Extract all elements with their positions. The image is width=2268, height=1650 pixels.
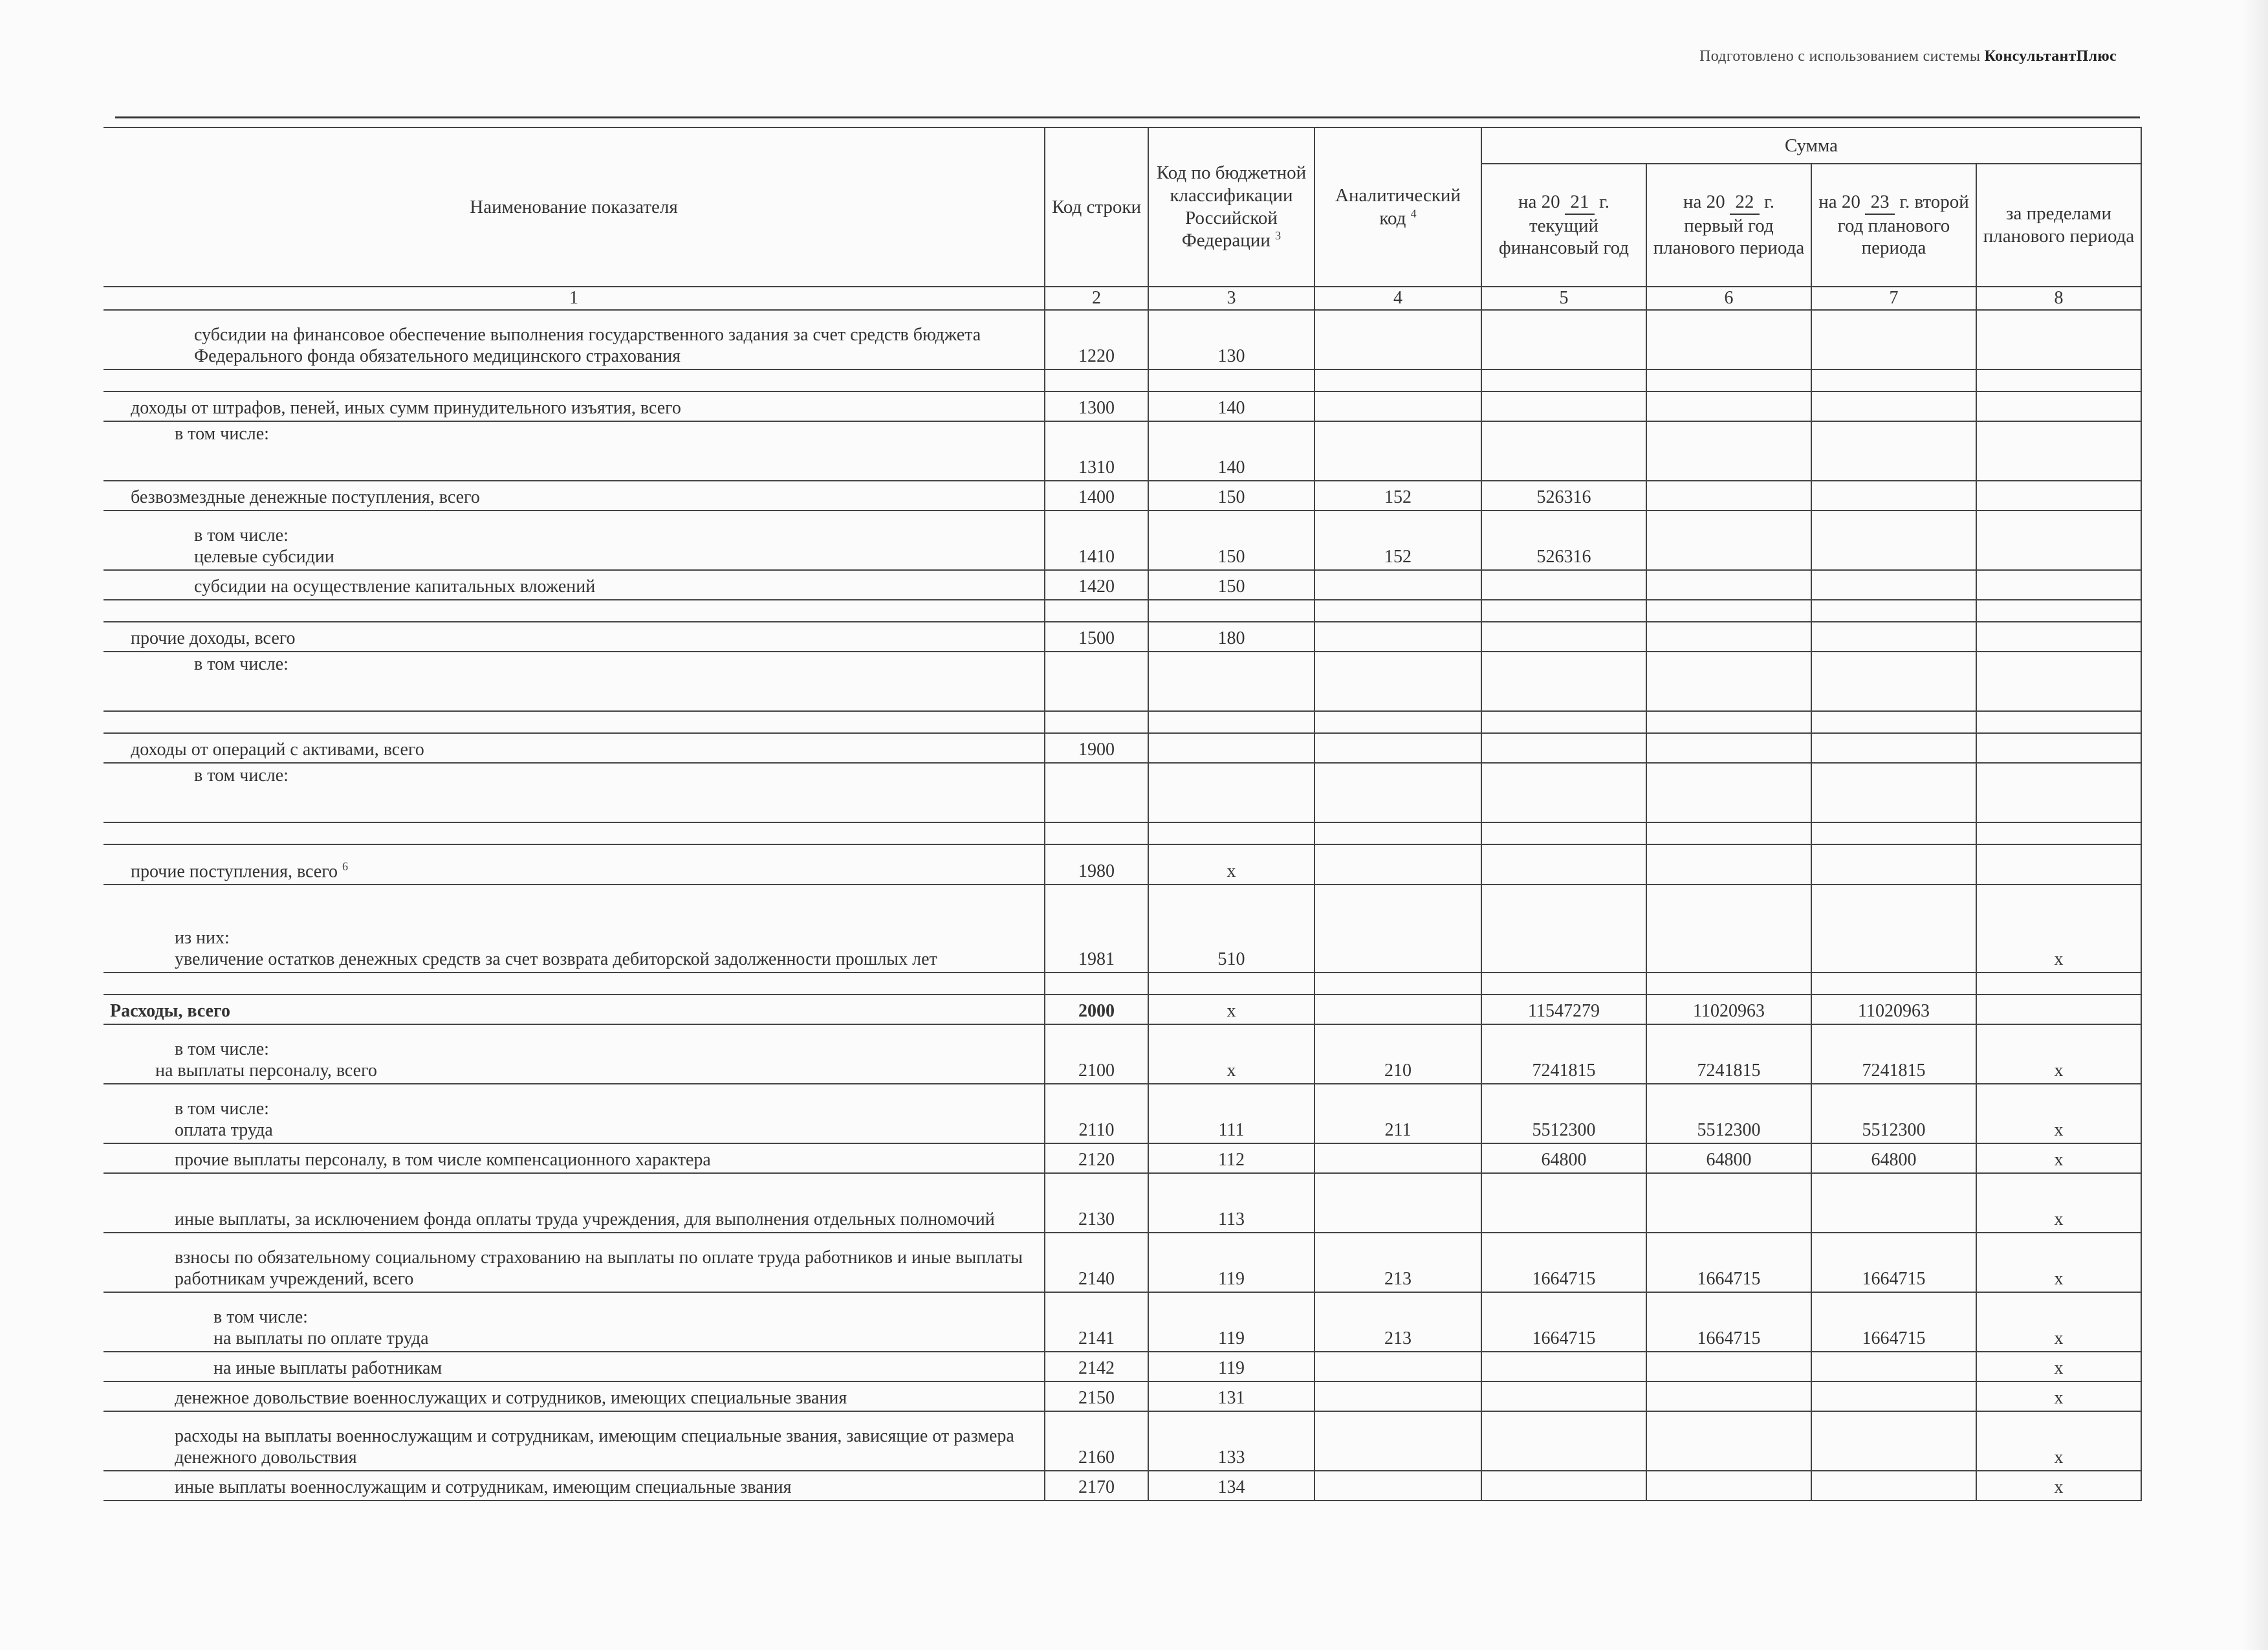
table-row (104, 1471, 2141, 1501)
row-sum-y2: 1664715 (1646, 1292, 1811, 1352)
table-row (104, 995, 2141, 1024)
row-sum-y2 (1646, 391, 1811, 421)
row-kbk: x (1148, 995, 1314, 1024)
row-analytic (1314, 421, 1481, 481)
row-code: 1400 (1045, 481, 1148, 511)
row-code: 1500 (1045, 622, 1148, 652)
table-row (104, 310, 2141, 369)
col-header-beyond: за пределами планового периода (1976, 164, 2141, 287)
row-sum-y1 (1481, 1381, 1646, 1411)
row-name: денежное довольствие военнослужащих и сотрудников, имеющих специальные звания (104, 1381, 1045, 1411)
col-number-2: 2 (1045, 287, 1148, 310)
row-analytic (1314, 1352, 1481, 1381)
col-header-year2: на 20 22 г. первый год планового периода (1646, 164, 1811, 287)
row-sum-y1 (1481, 622, 1646, 652)
col-header-sum: Сумма (1481, 127, 2141, 164)
row-name (104, 844, 1045, 885)
row-name-main: увеличение остатков денежных средств за счет возврата дебиторской задолженности прошлых лет (175, 949, 937, 970)
row-name-prefix: в том числе: (175, 1098, 269, 1119)
table-row (104, 844, 2141, 885)
row-kbk: 119 (1148, 1292, 1314, 1352)
row-sum-y1: 11547279 (1481, 995, 1646, 1024)
row-name (104, 1084, 1045, 1143)
row-code (1045, 652, 1148, 711)
row-sum-y2 (1646, 1173, 1811, 1233)
row-name-prefix: в том числе: (194, 525, 289, 545)
row-sum-beyond (1976, 421, 2141, 481)
table-row-blank (104, 711, 2141, 733)
row-sum-y3 (1811, 421, 1976, 481)
row-sum-y1 (1481, 763, 1646, 822)
row-code: 2141 (1045, 1292, 1148, 1352)
row-sum-y2 (1646, 885, 1811, 973)
row-sum-y3 (1811, 763, 1976, 822)
header-note-prefix: Подготовлено с использованием системы (1699, 48, 1981, 65)
row-kbk: 510 (1148, 885, 1314, 973)
row-analytic: 213 (1314, 1233, 1481, 1292)
row-code: 1410 (1045, 511, 1148, 570)
row-sum-beyond: x (1976, 1143, 2141, 1173)
row-sum-y3: 11020963 (1811, 995, 1976, 1024)
row-sum-beyond: x (1976, 1352, 2141, 1381)
col-number-8: 8 (1976, 287, 2141, 310)
row-sum-y1: 1664715 (1481, 1292, 1646, 1352)
table-row-blank (104, 973, 2141, 995)
row-analytic (1314, 570, 1481, 600)
row-sum-y2 (1646, 310, 1811, 369)
row-code: 2110 (1045, 1084, 1148, 1143)
table-row (104, 511, 2141, 570)
row-kbk (1148, 652, 1314, 711)
row-kbk: 140 (1148, 421, 1314, 481)
row-code: 1220 (1045, 310, 1148, 369)
col-header-year1: на 20 21 г. текущий финансовый год (1481, 164, 1646, 287)
row-sum-y1 (1481, 1173, 1646, 1233)
col-header-year3: на 20 23 г. второй год планового периода (1811, 164, 1976, 287)
row-kbk (1148, 763, 1314, 822)
row-name-main: на выплаты по оплате труда (213, 1328, 429, 1349)
row-sum-beyond: x (1976, 885, 2141, 973)
row-code (1045, 763, 1148, 822)
row-sum-y3: 1664715 (1811, 1233, 1976, 1292)
row-name: доходы от штрафов, пеней, иных сумм принудительного изъятия, всего (104, 391, 1045, 421)
row-sum-y3 (1811, 1352, 1976, 1381)
row-kbk (1148, 733, 1314, 763)
row-sum-y2 (1646, 481, 1811, 511)
row-sum-y3 (1811, 652, 1976, 711)
row-sum-y2 (1646, 1471, 1811, 1501)
row-name: доходы от операций с активами, всего (104, 733, 1045, 763)
table-row (104, 1411, 2141, 1471)
top-rule (115, 116, 2140, 118)
row-code: 2000 (1045, 995, 1148, 1024)
row-sum-beyond: x (1976, 1173, 2141, 1233)
row-sum-y2: 11020963 (1646, 995, 1811, 1024)
table-row (104, 622, 2141, 652)
row-kbk: 111 (1148, 1084, 1314, 1143)
row-sum-y2: 5512300 (1646, 1084, 1811, 1143)
row-kbk: x (1148, 1024, 1314, 1084)
row-name: иные выплаты военнослужащим и сотрудникам, имеющим специальные звания (104, 1471, 1045, 1501)
row-analytic: 152 (1314, 511, 1481, 570)
table-row (104, 1381, 2141, 1411)
row-sum-y2: 7241815 (1646, 1024, 1811, 1084)
table-row (104, 733, 2141, 763)
row-code: 1300 (1045, 391, 1148, 421)
row-sum-y1: 5512300 (1481, 1084, 1646, 1143)
row-analytic: 213 (1314, 1292, 1481, 1352)
row-sum-y1 (1481, 1352, 1646, 1381)
row-code: 2140 (1045, 1233, 1148, 1292)
row-name-main: на выплаты персоналу, всего (155, 1061, 377, 1081)
row-sum-y3 (1811, 481, 1976, 511)
row-kbk: 131 (1148, 1381, 1314, 1411)
row-name-sup: 6 (342, 860, 349, 874)
row-name: взносы по обязательному социальному страхованию на выплаты по оплате труда работников и иные выплаты работникам учреждений, всего (104, 1233, 1045, 1292)
row-analytic: 211 (1314, 1084, 1481, 1143)
row-sum-y2 (1646, 421, 1811, 481)
row-sum-y3 (1811, 1381, 1976, 1411)
row-sum-y3 (1811, 570, 1976, 600)
row-code: 2100 (1045, 1024, 1148, 1084)
row-sum-y2 (1646, 652, 1811, 711)
row-kbk: 130 (1148, 310, 1314, 369)
row-sum-y1 (1481, 844, 1646, 885)
row-sum-y2 (1646, 1411, 1811, 1471)
row-sum-y3 (1811, 622, 1976, 652)
page-edge-shadow (2242, 0, 2268, 1650)
row-sum-y1 (1481, 733, 1646, 763)
row-sum-beyond (1976, 511, 2141, 570)
row-sum-beyond (1976, 570, 2141, 600)
row-sum-y3: 64800 (1811, 1143, 1976, 1173)
row-analytic (1314, 733, 1481, 763)
row-name (104, 1024, 1045, 1084)
row-analytic (1314, 885, 1481, 973)
row-name (104, 1292, 1045, 1352)
row-sum-y3 (1811, 1411, 1976, 1471)
row-sum-y3 (1811, 885, 1976, 973)
row-sum-beyond (1976, 844, 2141, 885)
row-kbk: 112 (1148, 1143, 1314, 1173)
row-sum-y1: 526316 (1481, 511, 1646, 570)
row-kbk: 140 (1148, 391, 1314, 421)
row-sum-y1: 64800 (1481, 1143, 1646, 1173)
row-sum-y2 (1646, 733, 1811, 763)
row-name: в том числе: (104, 652, 1045, 711)
row-name: расходы на выплаты военнослужащим и сотрудникам, имеющим специальные звания, зависящие от размера денежного довольствия (104, 1411, 1045, 1471)
row-sum-y2 (1646, 511, 1811, 570)
header-note (1699, 48, 2117, 65)
table-row (104, 885, 2141, 973)
col-header-analytic: Аналитический код $^4$ (1314, 127, 1481, 287)
row-code: 1980 (1045, 844, 1148, 885)
table-row (104, 1084, 2141, 1143)
row-name: иные выплаты, за исключением фонда оплаты труда учреждения, для выполнения отдельных полномочий (104, 1173, 1045, 1233)
row-kbk: 133 (1148, 1411, 1314, 1471)
row-analytic (1314, 1173, 1481, 1233)
col-header-kbk: Код по бюджетной классификации Российской Федерации $^3$ (1148, 127, 1314, 287)
row-sum-beyond (1976, 391, 2141, 421)
row-sum-y1 (1481, 570, 1646, 600)
row-name-main: целевые субсидии (194, 547, 334, 567)
row-analytic (1314, 1411, 1481, 1471)
row-kbk: 150 (1148, 511, 1314, 570)
col-header-name: Наименование показателя (104, 127, 1045, 287)
col-number-4: 4 (1314, 287, 1481, 310)
row-name-main: оплата труда (175, 1120, 273, 1141)
table-row (104, 652, 2141, 711)
row-analytic (1314, 763, 1481, 822)
row-kbk: 119 (1148, 1233, 1314, 1292)
row-code: 2160 (1045, 1411, 1148, 1471)
table-row-blank (104, 600, 2141, 622)
row-sum-y3: 7241815 (1811, 1024, 1976, 1084)
row-sum-beyond: x (1976, 1381, 2141, 1411)
row-name: прочие доходы, всего (104, 622, 1045, 652)
row-sum-y3 (1811, 844, 1976, 885)
row-sum-y3 (1811, 391, 1976, 421)
row-sum-beyond: x (1976, 1411, 2141, 1471)
row-sum-y1 (1481, 1471, 1646, 1501)
row-name: безвозмездные денежные поступления, всего (104, 481, 1045, 511)
row-kbk: 180 (1148, 622, 1314, 652)
col-number-5: 5 (1481, 287, 1646, 310)
row-name-prefix: в том числе: (213, 1306, 308, 1327)
row-sum-y2: 1664715 (1646, 1233, 1811, 1292)
row-sum-beyond: x (1976, 1292, 2141, 1352)
row-analytic (1314, 1381, 1481, 1411)
row-name: Расходы, всего (104, 995, 1045, 1024)
col-number-7: 7 (1811, 287, 1976, 310)
row-sum-y3: 1664715 (1811, 1292, 1976, 1352)
table-row (104, 763, 2141, 822)
row-code: 1900 (1045, 733, 1148, 763)
budget-sheet (104, 127, 2141, 1501)
row-name-prefix: в том числе: (175, 1039, 269, 1059)
row-sum-y1: 1664715 (1481, 1233, 1646, 1292)
row-sum-y1 (1481, 1411, 1646, 1471)
table-row (104, 421, 2141, 481)
row-sum-y2: 64800 (1646, 1143, 1811, 1173)
row-code: 1310 (1045, 421, 1148, 481)
col-number-1: 1 (104, 287, 1045, 310)
row-analytic (1314, 995, 1481, 1024)
table-row (104, 1173, 2141, 1233)
row-sum-y3 (1811, 733, 1976, 763)
row-code: 1420 (1045, 570, 1148, 600)
row-sum-beyond (1976, 763, 2141, 822)
row-analytic (1314, 622, 1481, 652)
row-code: 2170 (1045, 1471, 1148, 1501)
row-analytic: 152 (1314, 481, 1481, 511)
row-sum-beyond (1976, 652, 2141, 711)
row-code: 2120 (1045, 1143, 1148, 1173)
row-sum-y3: 5512300 (1811, 1084, 1976, 1143)
row-code: 2150 (1045, 1381, 1148, 1411)
row-sum-y2 (1646, 1381, 1811, 1411)
row-name: прочие выплаты персоналу, в том числе компенсационного характера (104, 1143, 1045, 1173)
row-kbk: 150 (1148, 570, 1314, 600)
table-row (104, 481, 2141, 511)
row-sum-beyond: x (1976, 1233, 2141, 1292)
row-analytic (1314, 652, 1481, 711)
row-analytic (1314, 1143, 1481, 1173)
row-sum-y3 (1811, 511, 1976, 570)
row-sum-y1 (1481, 421, 1646, 481)
row-name: субсидии на финансовое обеспечение выполнения государственного задания за счет средств бюджета Федерального фонда обязательного медицинского страхования (104, 310, 1045, 369)
row-name-prefix: из них: (175, 927, 230, 948)
row-analytic (1314, 844, 1481, 885)
row-sum-y2 (1646, 763, 1811, 822)
row-sum-y1 (1481, 310, 1646, 369)
row-code: 2130 (1045, 1173, 1148, 1233)
row-code: 2142 (1045, 1352, 1148, 1381)
col-number-6: 6 (1646, 287, 1811, 310)
row-name (104, 511, 1045, 570)
row-analytic (1314, 391, 1481, 421)
row-sum-beyond (1976, 481, 2141, 511)
row-name: в том числе: (104, 421, 1045, 481)
row-name-text: прочие поступления, всего (131, 861, 338, 882)
row-code: 1981 (1045, 885, 1148, 973)
row-sum-y3 (1811, 1173, 1976, 1233)
table-row (104, 1233, 2141, 1292)
row-kbk: 134 (1148, 1471, 1314, 1501)
row-kbk: 113 (1148, 1173, 1314, 1233)
table-row (104, 1352, 2141, 1381)
table-row (104, 391, 2141, 421)
table-row (104, 1292, 2141, 1352)
row-analytic: 210 (1314, 1024, 1481, 1084)
table-row (104, 1143, 2141, 1173)
row-kbk: 150 (1148, 481, 1314, 511)
row-sum-beyond: x (1976, 1024, 2141, 1084)
row-sum-y1: 526316 (1481, 481, 1646, 511)
row-kbk: 119 (1148, 1352, 1314, 1381)
row-sum-beyond (1976, 995, 2141, 1024)
row-sum-beyond (1976, 733, 2141, 763)
row-analytic (1314, 310, 1481, 369)
row-sum-y1 (1481, 391, 1646, 421)
row-sum-beyond (1976, 310, 2141, 369)
row-sum-y3 (1811, 1471, 1976, 1501)
row-sum-beyond: x (1976, 1471, 2141, 1501)
row-sum-y2 (1646, 570, 1811, 600)
col-header-code: Код строки (1045, 127, 1148, 287)
row-kbk: x (1148, 844, 1314, 885)
table-row-blank (104, 822, 2141, 844)
row-sum-y2 (1646, 1352, 1811, 1381)
row-sum-y1 (1481, 885, 1646, 973)
row-sum-beyond: x (1976, 1084, 2141, 1143)
row-name: субсидии на осуществление капитальных вложений (104, 570, 1045, 600)
row-name: на иные выплаты работникам (104, 1352, 1045, 1381)
budget-table (104, 127, 2142, 1501)
header-note-brand: КонсультантПлюс (1984, 48, 2117, 65)
row-sum-beyond (1976, 622, 2141, 652)
row-name: в том числе: (104, 763, 1045, 822)
row-sum-y2 (1646, 844, 1811, 885)
table-row-blank (104, 369, 2141, 391)
row-name (104, 885, 1045, 973)
row-sum-y1: 7241815 (1481, 1024, 1646, 1084)
row-analytic (1314, 1471, 1481, 1501)
table-row (104, 1024, 2141, 1084)
table-row (104, 570, 2141, 600)
row-sum-y1 (1481, 652, 1646, 711)
col-number-3: 3 (1148, 287, 1314, 310)
row-sum-y3 (1811, 310, 1976, 369)
row-sum-y2 (1646, 622, 1811, 652)
